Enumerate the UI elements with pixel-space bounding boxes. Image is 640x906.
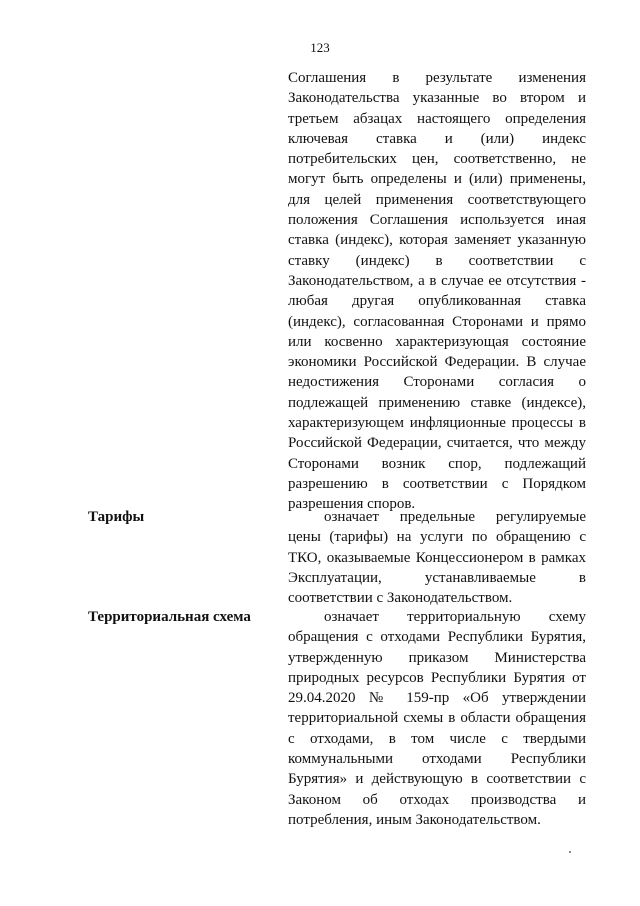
definition-continuation-text: Соглашения в результате изменения Законодательства указанные во втором и третьем абзацах настоящего определения ключевая ставка и (или) индекс потребительских цен, соответственно, не могут быть определены и (или) применены, для целей применения соответствующего положения Соглашения используется иная ставка (индекс), которая заменяет указанную ставку (индекс) в соответствии с Законодательством, а в случае ее отсутствия - любая другая опубликованная ставка (индекс), согласованная Сторонами и прямо или косвенно характеризующая состояние экономики Российской Федерации. В случае недостижения Сторонами согласия о подлежащей применению ставке (индексе), характеризующем инфляционные процессы в Российской Федерации, считается, что между Сторонами возник спор, подлежащий разрешению в соответствии с Порядком разрешения споров. [288,70,586,513]
scan-speck [569,851,571,853]
definition-text: означает территориальную схему обращения с отходами Республики Бурятия, утвержденную приказом Министерства природных ресурсов Республики Бурятия от 29.04.2020 № 159-пр «Об утверждении территориальной схемы в области обращения с отходами, в том числе с твердыми коммунальными отходами Республики Бурятия» и действующую в соответствии с Законом об отходах производства и потребления, иным Законодательством. [288,609,586,828]
page-number: 123 [310,40,330,55]
definition-term: Территориальная схема [88,609,251,625]
definition-term: Тарифы [88,509,145,525]
definition-text: означает предельные регулируемые цены (тарифы) на услуги по обращению с ТКО, оказываемые Концессионером в рамках Эксплуатации, устанавливаемые в соответствии с Законодательством. [288,509,586,607]
